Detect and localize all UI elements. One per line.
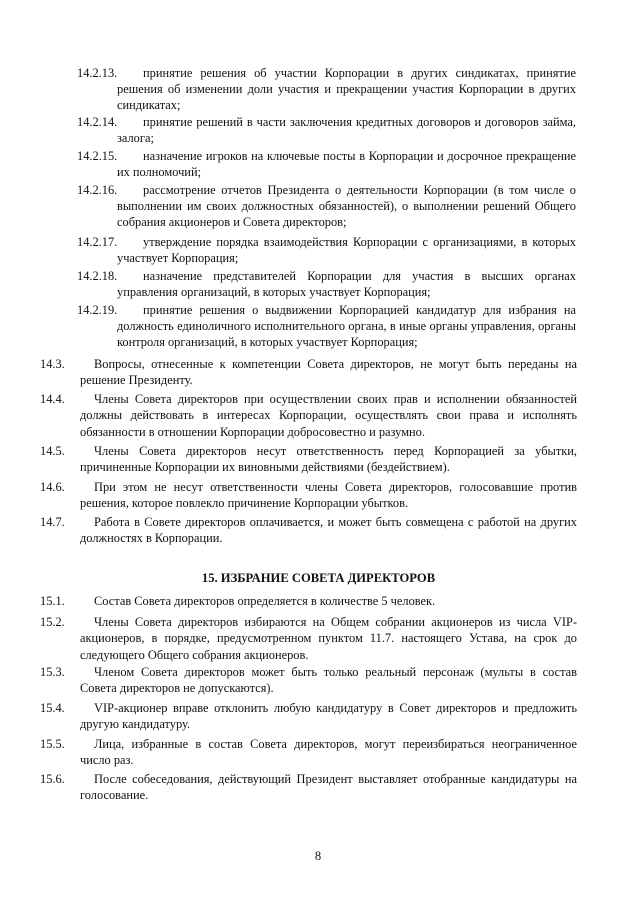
item-text: Члены Совета директоров избираются на Общем собрании акционеров из числа VIP-акционеров, в порядке, предусмотренном пунктом 11.7. настоящего Устава, на срок до следующего Общего собрания акционеров. [80, 615, 577, 662]
subitem-text: принятие решения об участии Корпорации в других синдикатах, принятие решения об изменении доли участия и прекращении участия Корпорации в других синдикатах; [117, 66, 576, 113]
item-text: При этом не несут ответственности члены Совета директоров, голосовавшие против решения, которое повлекло причинение Корпорации убытков. [80, 480, 577, 511]
subitem-text: рассмотрение отчетов Президента о деятельности Корпорации (в том числе о выполнении им своих должностных обязанностей), о выполнении решений Общего собрания акционеров и Совета директоров; [117, 183, 576, 230]
item-text: Вопросы, отнесенные к компетенции Совета директоров, не могут быть переданы на решение Президенту. [80, 357, 577, 388]
item-number: 14.3. [40, 357, 65, 371]
item-number: 15.2. [40, 615, 65, 629]
item-15-6 [40, 771, 577, 804]
item-text: Члены Совета директоров несут ответственность перед Корпорацией за убытки, причиненные Корпорации их виновными действиями (бездействием). [80, 444, 577, 475]
item-text: Лица, избранные в состав Совета директоров, могут переизбираться неограниченное число раз. [80, 737, 577, 768]
item-14-5 [40, 443, 577, 476]
item-15-2 [40, 614, 577, 663]
subitem-14-2-14 [77, 114, 576, 146]
subitem-text: назначение представителей Корпорации для участия в высших органах управления организаций, в которых участвует Корпорация; [117, 269, 576, 300]
item-number: 15.6. [40, 772, 65, 786]
item-number: 15.3. [40, 665, 65, 679]
subitem-number: 14.2.15. [77, 149, 118, 163]
subitem-text: назначение игроков на ключевые посты в Корпорации и досрочное прекращение их полномочий; [117, 149, 576, 180]
subitem-number: 14.2.17. [77, 235, 118, 249]
item-text: Состав Совета директоров определяется в количестве 5 человек. [94, 594, 436, 608]
subitem-number: 14.2.18. [77, 269, 118, 283]
subitem-number: 14.2.16. [77, 183, 118, 197]
item-number: 14.4. [40, 392, 65, 406]
item-14-3 [40, 356, 577, 389]
item-14-7 [40, 514, 577, 547]
subitem-14-2-16 [77, 182, 576, 231]
item-15-5 [40, 736, 577, 769]
subitem-number: 14.2.19. [77, 303, 118, 317]
item-15-3 [40, 664, 577, 697]
subitem-text: принятие решений в части заключения кредитных договоров и договоров займа, залога; [117, 115, 576, 146]
subitem-text: принятие решения о выдвижении Корпорацией кандидатур для избрания на должность единоличного исполнительного органа, в иные органы управления, органы контроля организаций, в которых участвует Корпорация; [117, 303, 576, 350]
subitem-14-2-15 [77, 148, 576, 180]
subitem-number: 14.2.14. [77, 115, 118, 129]
item-text: VIP-акционер вправе отклонить любую кандидатуру в Совет директоров и предложить другую кандидатуру. [80, 701, 577, 732]
item-text: Членом Совета директоров может быть только реальный персонаж (мульты в состав Совета директоров не допускаются). [80, 665, 577, 696]
item-15-1 [40, 593, 577, 609]
subitem-14-2-13 [77, 65, 576, 114]
item-number: 15.1. [40, 594, 65, 608]
section-heading: 15. ИЗБРАНИЕ СОВЕТА ДИРЕКТОРОВ [201, 571, 436, 585]
item-number: 14.5. [40, 444, 65, 458]
item-number: 15.5. [40, 737, 65, 751]
subitem-14-2-18 [77, 268, 576, 300]
item-number: 14.6. [40, 480, 65, 494]
subitem-number: 14.2.13. [77, 66, 118, 80]
item-text: Работа в Совете директоров оплачивается, и может быть совмещена с работой на других должностях в Корпорации. [80, 515, 577, 546]
item-14-4 [40, 391, 577, 440]
item-number: 14.7. [40, 515, 65, 529]
item-number: 15.4. [40, 701, 65, 715]
subitem-text: утверждение порядка взаимодействия Корпорации с организациями, в которых участвует Корпорация; [117, 235, 576, 266]
subitem-14-2-17 [77, 234, 576, 266]
item-text: Члены Совета директоров при осуществлении своих прав и исполнении обязанностей должны действовать в интересах Корпорации, осуществлять свои права и исполнять обязанности в отношении Корпорации добросовестно и разумно. [80, 392, 577, 439]
page-number: 8 [314, 849, 322, 863]
item-text: После собеседования, действующий Президент выставляет отобранные кандидатуры на голосование. [80, 772, 577, 803]
item-15-4 [40, 700, 577, 733]
subitem-14-2-19 [77, 302, 576, 351]
item-14-6 [40, 479, 577, 512]
